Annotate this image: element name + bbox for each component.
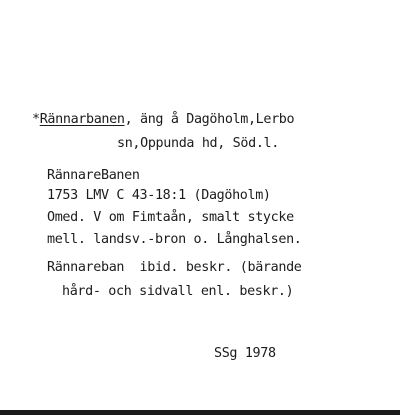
headword: Rännarbanen xyxy=(39,112,125,127)
form-1: RännareBanen xyxy=(47,168,140,183)
card-heading-line-1 xyxy=(32,112,294,128)
source-1: 1753 LMV C 43-18:1 (Dagöholm) xyxy=(47,188,271,203)
heading-rest: , äng å Dagöholm,Lerbo xyxy=(124,112,295,127)
headword-prefix: * xyxy=(32,112,40,127)
description-line-2: mell. landsv.-bron o. Långhalsen. xyxy=(47,232,302,247)
description-line-1: Omed. V om Fimtaån, smalt stycke xyxy=(47,210,294,225)
card-bottom-edge xyxy=(0,410,400,415)
form-2-line-1: Rännareban ibid. beskr. (bärande xyxy=(47,260,302,275)
form-2-line-2: hård- och sidvall enl. beskr.) xyxy=(62,284,294,299)
card-heading-line-2: sn,Oppunda hd, Söd.l. xyxy=(117,136,279,151)
signature: SSg 1978 xyxy=(214,346,276,361)
